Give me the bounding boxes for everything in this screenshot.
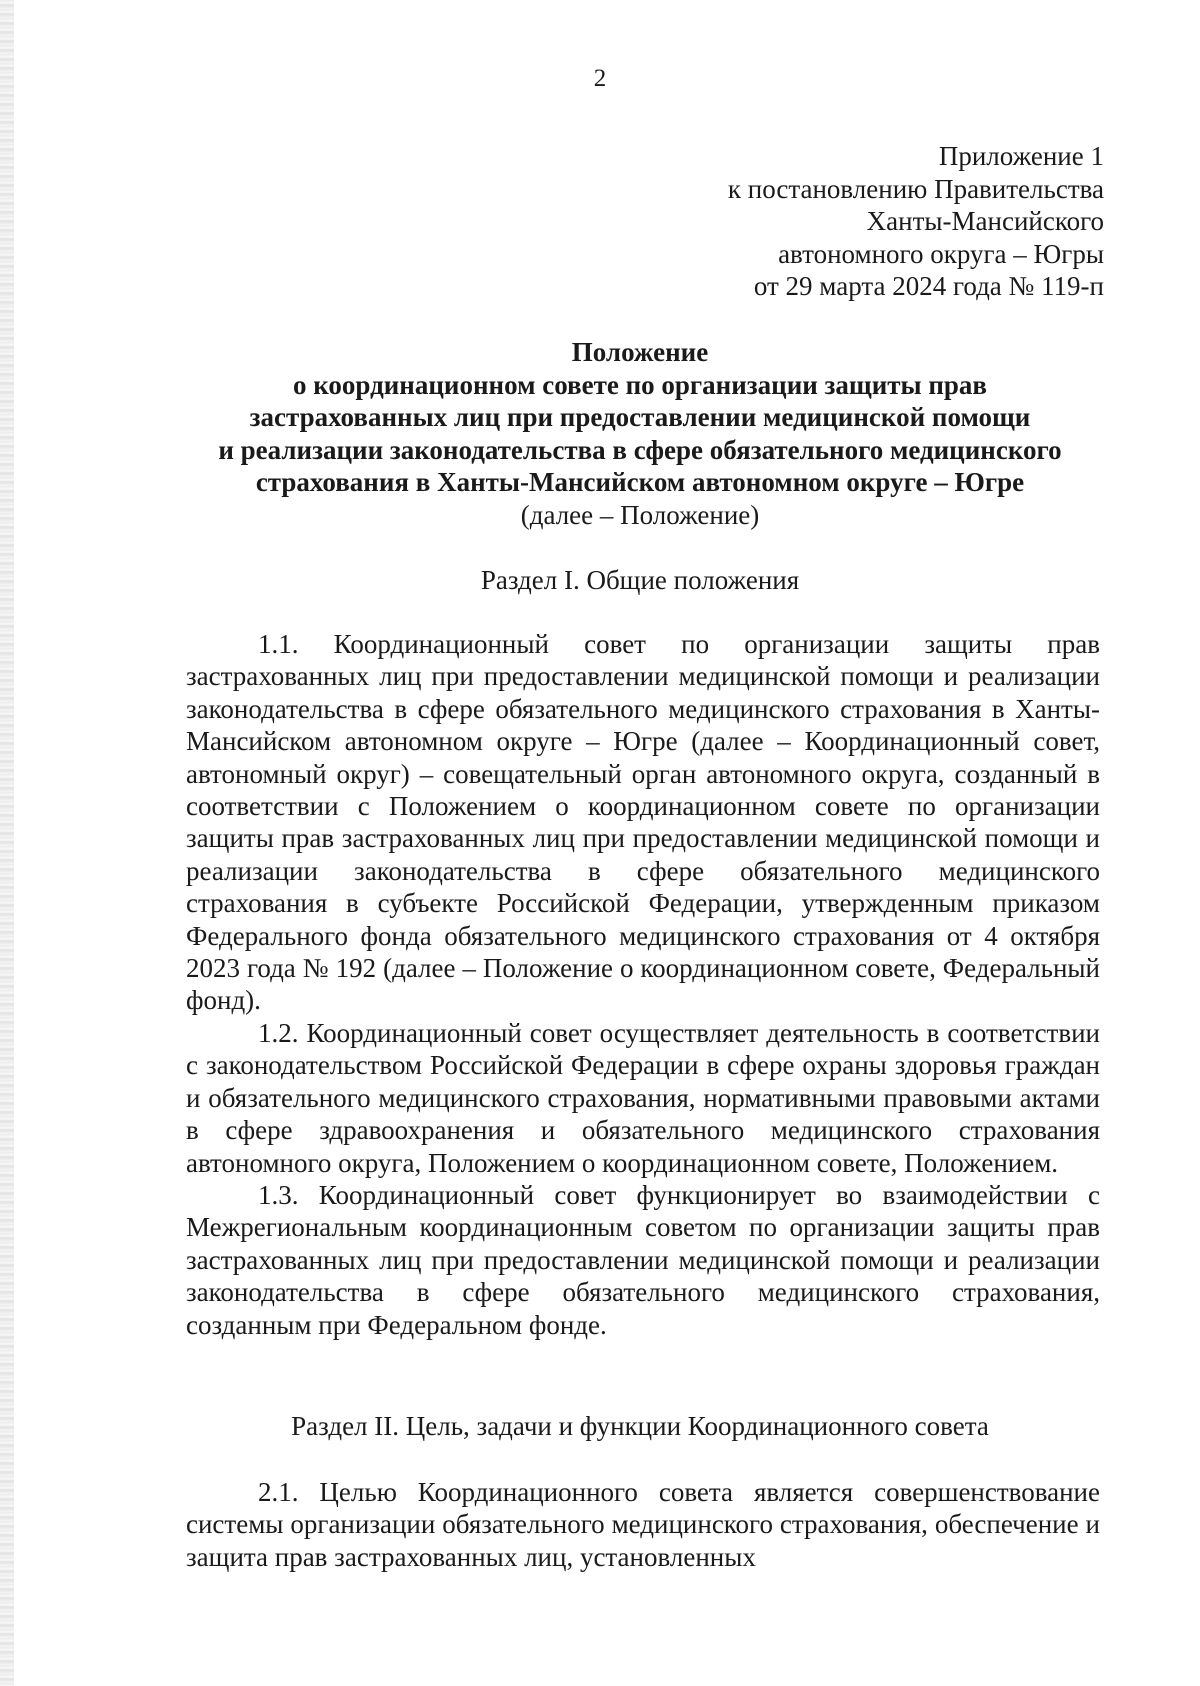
document-title xyxy=(150,336,1130,531)
title-line: Положение xyxy=(571,337,709,367)
paragraph-1-3: 1.3. Координационный совет функционирует во взаимодействии с Межрегиональным координационным советом по организации защиты прав застрахованных лиц при предоставлении медицинской помощи и реализации законодательства в сфере обязательного медицинского страхования, созданным при Федеральном фонде. xyxy=(186,1179,1100,1340)
appendix-line: от 29 марта 2024 года № 119-п xyxy=(753,271,1104,301)
section-1-heading: Раздел I. Общие положения xyxy=(480,565,800,595)
appendix-line: Ханты-Мансийского xyxy=(866,206,1104,236)
section-2-heading: Раздел II. Цель, задачи и функции Координационного совета xyxy=(291,1411,989,1441)
page-number: 2 xyxy=(593,65,607,92)
paragraph-2-1: 2.1. Целью Координационного совета является совершенствование системы организации обязательного медицинского страхования, обеспечение и защита прав застрахованных лиц, установленных xyxy=(186,1477,1100,1572)
section-1-body xyxy=(186,628,1100,1341)
scan-edge-artifact xyxy=(0,0,14,1686)
section-2-body xyxy=(186,1476,1100,1573)
title-note: (далее – Положение) xyxy=(520,499,760,530)
paragraph-1-2: 1.2. Координационный совет осуществляет деятельность в соответствии с законодательством Российской Федерации в сфере охраны здоровья граждан и обязательного медицинского страхования, нормативными правовыми актами в сфере здравоохранения и обязательного медицинского страхования автономного округа, Положением о координационном совете, Положением. xyxy=(186,1017,1100,1178)
appendix-reference xyxy=(584,140,1104,303)
title-line: застрахованных лиц при предоставлении медицинской помощи xyxy=(249,402,1031,432)
paragraph-1-1: 1.1. Координационный совет по организации защиты прав застрахованных лиц при предоставлении медицинской помощи и реализации законодательства в сфере обязательного медицинского страхования в Ханты-Мансийском автономном округе – Югре (далее – Координационный совет, автономный округ) – совещательный орган автономного округа, созданный в соответствии с Положением о координационном совете по организации защиты прав застрахованных лиц при предоставлении медицинской помощи и реализации законодательства в сфере обязательного медицинского страхования в субъекте Российской Федерации, утвержденным приказом Федерального фонда обязательного медицинского страхования от 4 октября 2023 года № 192 (далее – Положение о координационном совете, Федеральный фонд). xyxy=(186,629,1100,1016)
appendix-line: Приложение 1 xyxy=(938,141,1104,171)
title-line: о координационном совете по организации защиты прав xyxy=(292,369,988,400)
title-line: и реализации законодательства в сфере обязательного медицинского xyxy=(218,434,1062,465)
title-line: страхования в Ханты-Мансийском автономном округе – Югре xyxy=(255,467,1025,497)
appendix-line: к постановлению Правительства xyxy=(727,173,1104,204)
appendix-line: автономного округа – Югры xyxy=(778,238,1104,269)
